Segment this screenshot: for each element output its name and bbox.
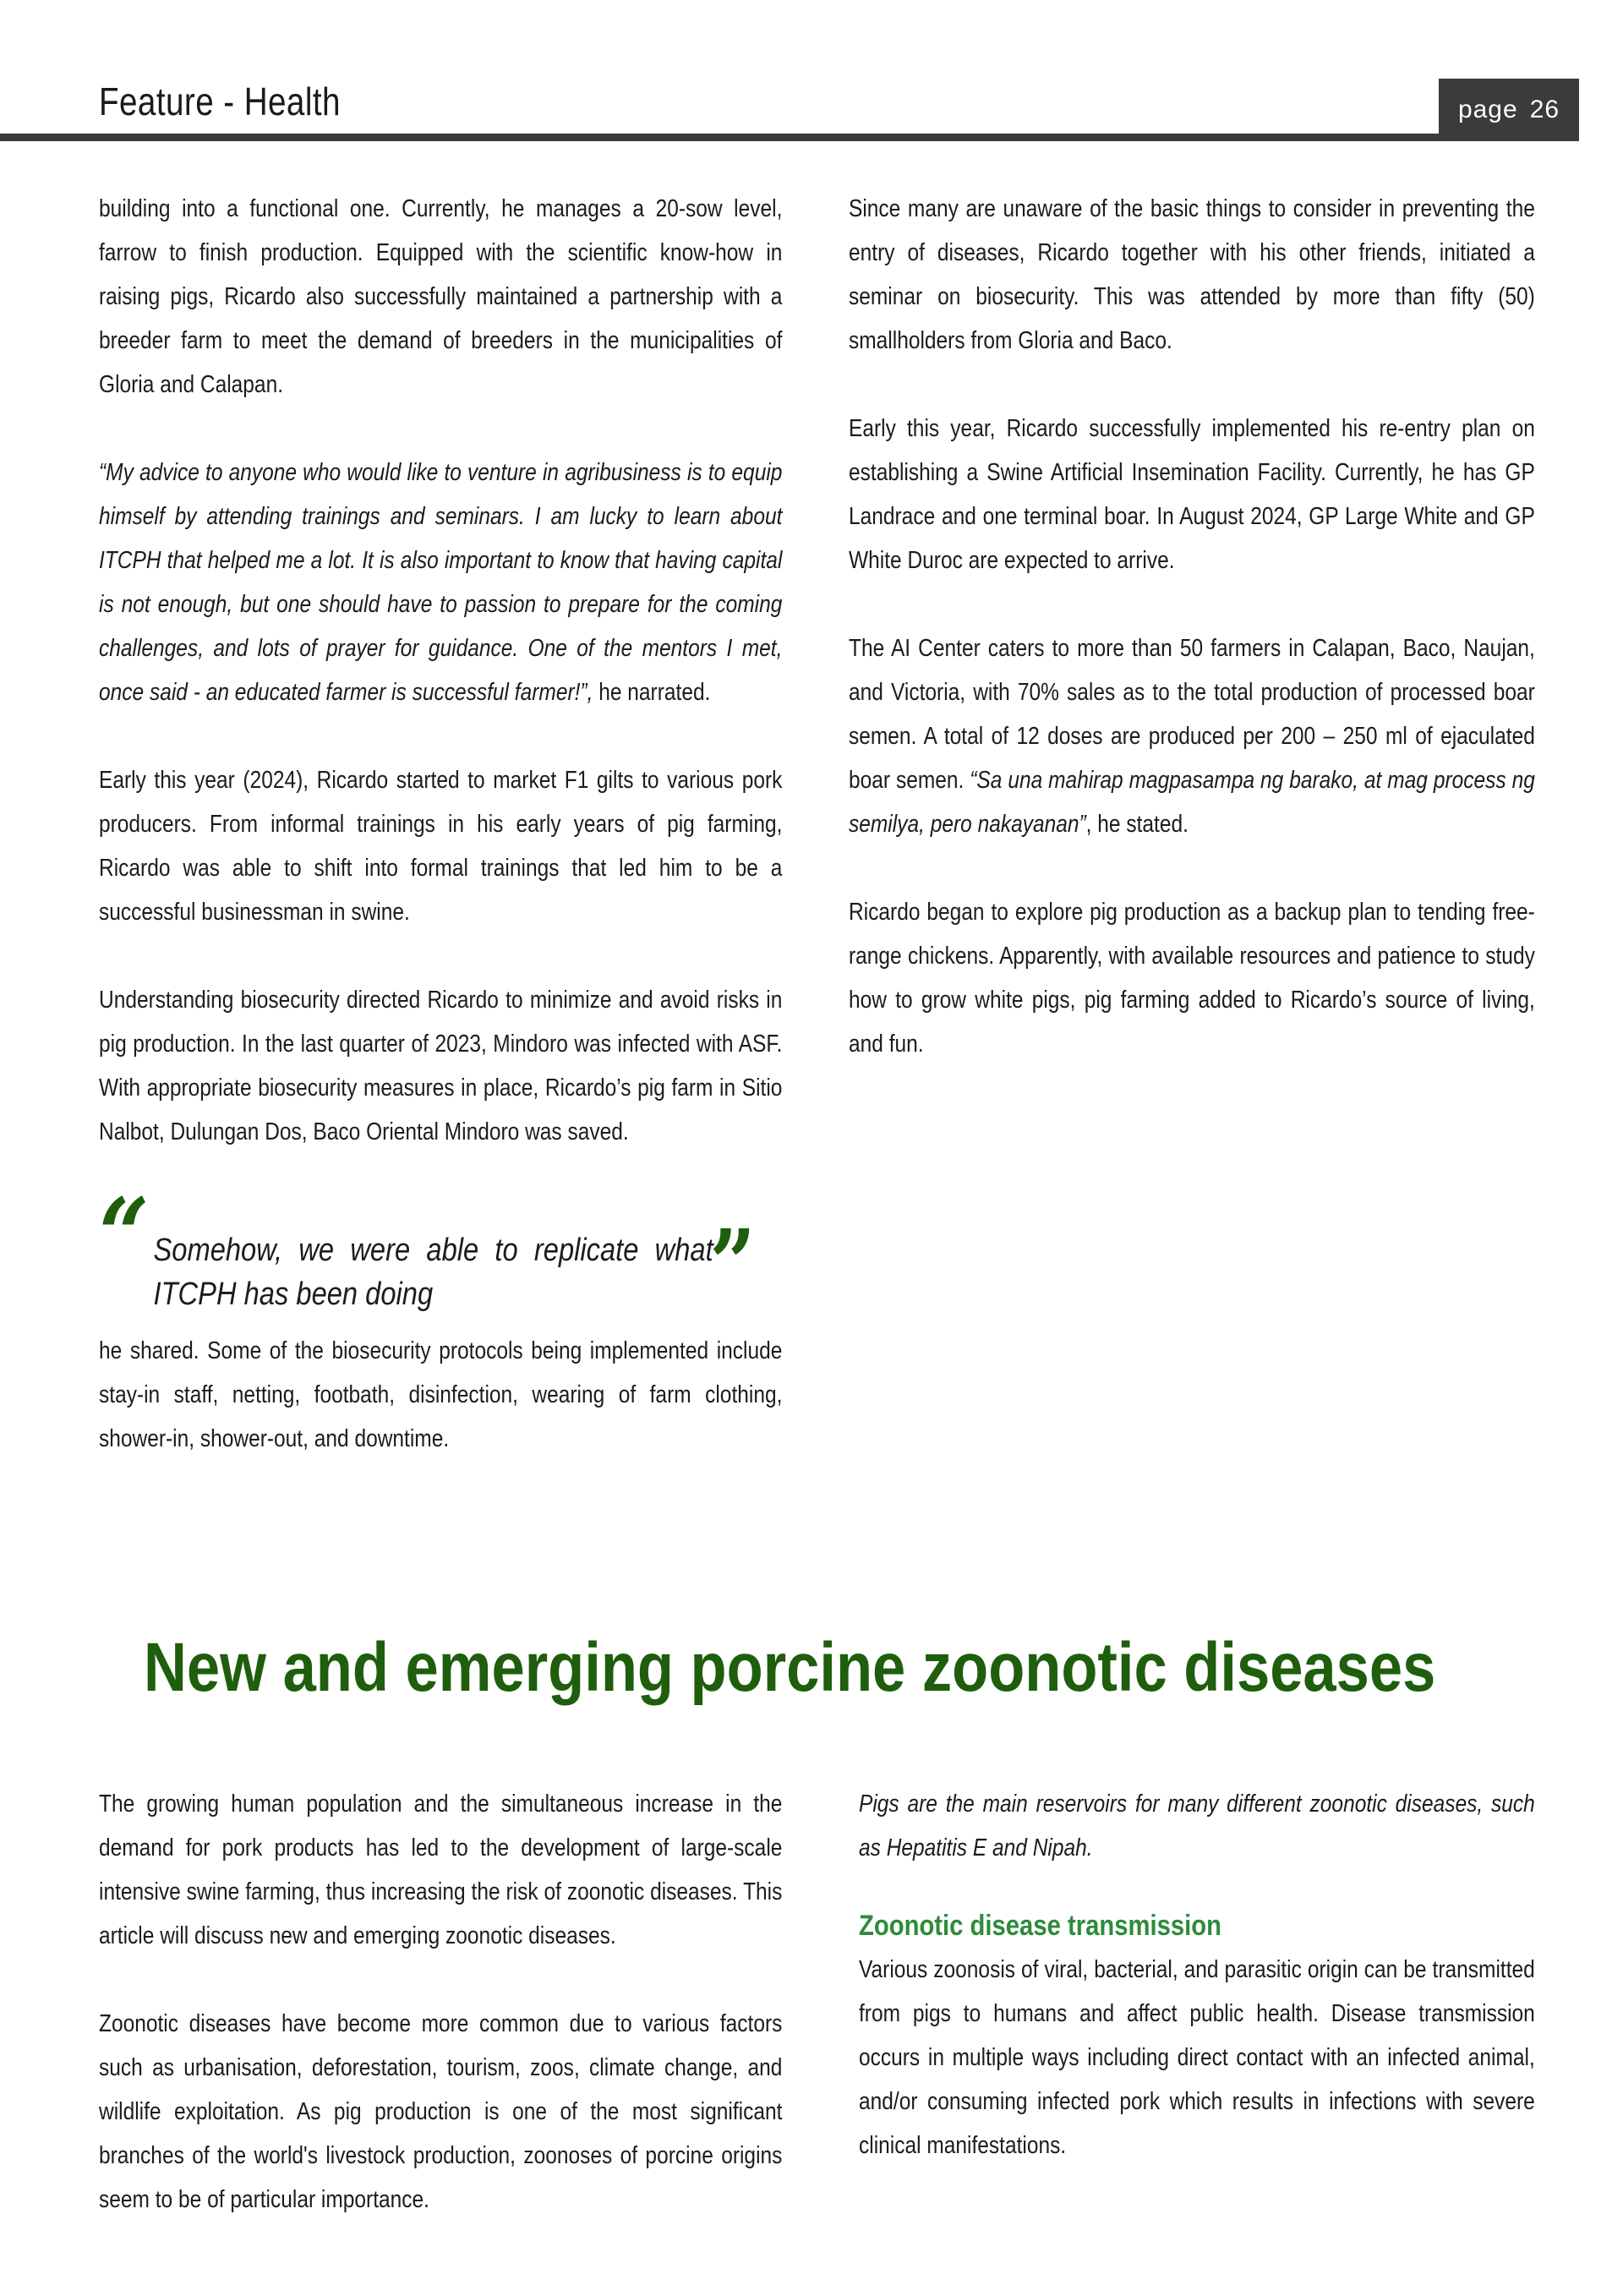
- paragraph: [849, 626, 1535, 846]
- paragraph: Understanding biosecurity directed Ricardo to minimize and avoid risks in pig production. In the last quarter of 2023, Mindoro was infected with ASF. With appropriate biosecurity measures in place, Ricardo’s pig farm in Sitio Nalbot, Dulungan Dos, Baco Oriental Mindoro was saved.: [99, 987, 783, 1145]
- quote-text: “My advice to anyone who would like to venture in agribusiness is to equip himself by attending trainings and seminars. I am lucky to learn about ITCPH that helped me a lot. It is also important to know that having capital is not enough, but one should have to passion to prepare for the coming challenges, and lots of prayer for guidance. One of the mentors I met, once said - an educated farmer is successful farmer!”,: [99, 459, 783, 706]
- paragraph-lead: The AI Center caters to more than 50 farmers in Calapan, Baco, Naujan, and Victoria, with 70% sales as to the total production of processed boar semen. A total of 12 doses are produced per 200 – 250 ml of ejaculated boar semen.: [849, 635, 1535, 794]
- bottom-right-column: [859, 1782, 1535, 2168]
- intro-paragraph: Pigs are the main reservoirs for many different zoonotic diseases, such as Hepatitis E and Nipah.: [859, 1790, 1535, 1861]
- paragraph: Since many are unaware of the basic things to consider in preventing the entry of diseases, Ricardo together with his other friends, initiated a seminar on biosecurity. This was attended by more than fifty (50) smallholders from Gloria and Baco.: [849, 195, 1535, 354]
- quote-text: “Sa una mahirap magpasampa ng barako, at mag process ng semilya, pero nakayanan”: [849, 767, 1535, 838]
- article-headline: New and emerging porcine zoonotic diseases: [144, 1629, 1436, 1706]
- page-label: page: [1457, 96, 1518, 123]
- pull-quote-text: Somehow, we were able to replicate what ITCPH has been doing: [153, 1233, 713, 1312]
- bottom-left-column: [99, 1782, 782, 2222]
- quote-attribution: he narrated.: [593, 679, 711, 706]
- paragraph: Zoonotic diseases have become more common due to various factors such as urbanisation, deforestation, tourism, zoos, climate change, and wildlife exploitation. As pig production is one of the most significant branches of the world's livestock production, zoonoses of porcine origins seem to be of particular importance.: [99, 2010, 783, 2213]
- paragraph: building into a functional one. Currently, he manages a 20-sow level, farrow to finish production. Equipped with the scientific know-how in raising pigs, Ricardo also successfully maintained a partnership with a breeder farm to meet the demand of breeders in the municipalities of Gloria and Calapan.: [99, 195, 783, 398]
- paragraph: Early this year, Ricardo successfully implemented his re-entry plan on establishing a Swine Artificial Insemination Facility. Currently, he has GP Landrace and one terminal boar. In August 2024, GP Large White and GP White Duroc are expected to arrive.: [849, 415, 1535, 574]
- header-rule: [0, 134, 1579, 141]
- quote-paragraph: [99, 451, 782, 714]
- top-left-column: [99, 187, 782, 1154]
- section-title: Feature - Health: [99, 79, 341, 123]
- page-number-badge: [1439, 79, 1579, 141]
- paragraph: Ricardo began to explore pig production as a backup plan to tending free-range chickens. Apparently, with available resources and patience to study how to grow white pigs, pig farming added to Ricardo’s source of living, and fun.: [849, 899, 1535, 1058]
- close-quote-mark: ”: [709, 1209, 756, 1318]
- top-right-column: [849, 187, 1535, 1066]
- quote-attribution: , he stated.: [1085, 811, 1189, 838]
- paragraph: he shared. Some of the biosecurity protocols being implemented include stay-in staff, netting, footbath, disinfection, wearing of farm clothing, shower-in, shower-out, and downtime.: [99, 1337, 783, 1452]
- subheading: Zoonotic disease transmission: [859, 1910, 1221, 1942]
- open-quote-mark: “: [99, 1176, 150, 1295]
- paragraph: The growing human population and the simultaneous increase in the demand for pork products has led to the development of large-scale intensive swine farming, thus increasing the risk of zoonotic diseases. This article will discuss new and emerging zoonotic diseases.: [99, 1790, 783, 1949]
- page-number: 26: [1529, 96, 1560, 123]
- paragraph: Various zoonosis of viral, bacterial, and parasitic origin can be transmitted from pigs to humans and affect public health. Disease transmission occurs in multiple ways including direct contact with an infected animal, and/or consuming infected pork which results in infections with severe clinical manifestations.: [859, 1956, 1535, 2159]
- paragraph: Early this year (2024), Ricardo started to market F1 gilts to various pork producers. From informal trainings in his early years of pig farming, Ricardo was able to shift into formal trainings that led him to be a successful businessman in swine.: [99, 767, 783, 926]
